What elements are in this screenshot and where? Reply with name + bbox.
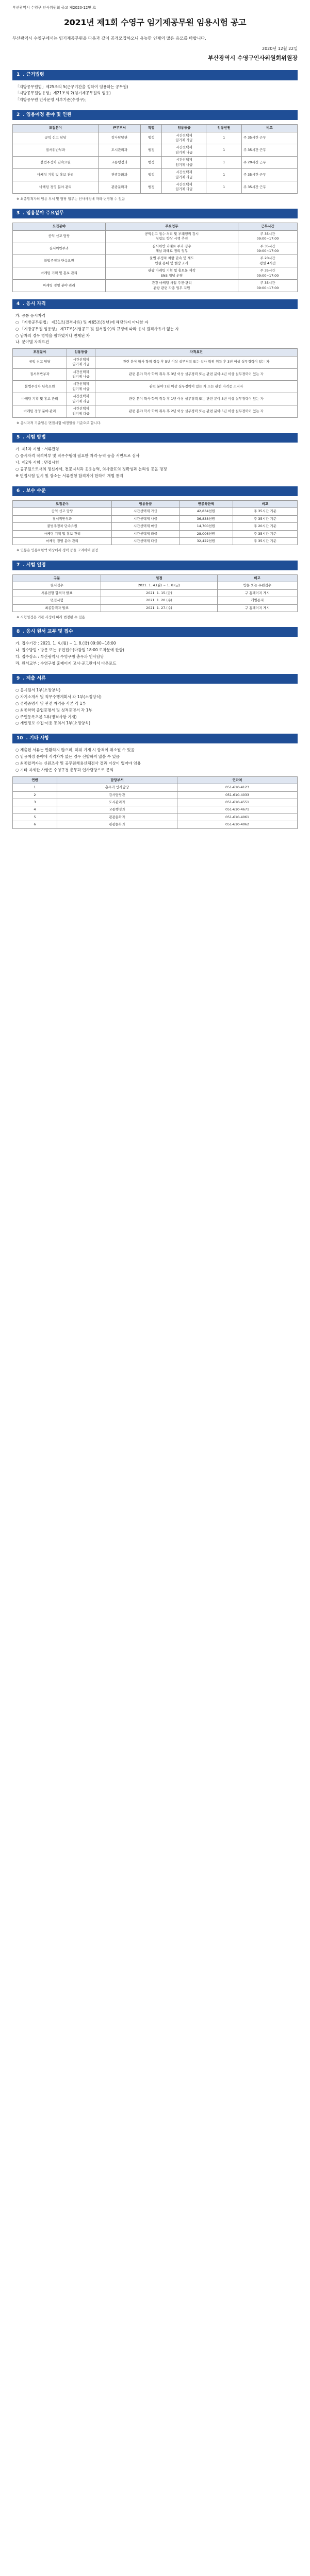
column-header: 연락처 [177,776,297,784]
list-item: 「지방공무원법」제25조의 5(근무기간을 정하여 임용하는 공무원) [15,84,128,89]
table-cell: 시간선택제 임기제 가급 [67,356,95,368]
table-cell: 공익 신고 담당 [13,230,106,243]
table-cell: 불법 주정차 차량 단속 및 계도 민원 응대 및 현장 조사 [105,255,238,267]
list-item: 나. 제2차 시험 : 면접시험 [15,460,59,465]
table-cell: 관광 마케팅 사업 추진·관리 관광 관련 각종 업무 지원 [105,280,238,292]
table-cell: 행정 [140,132,162,144]
table-row [13,393,298,405]
list-item: 「지방공무원 인사운영 세부기준(수영구)」 [15,97,89,103]
table-cell: 주 35시간 기준 [233,508,297,515]
table-cell: 관광문화과 [99,169,141,181]
column-header: 모집분야 [13,125,99,132]
table-cell: 시간선택제 마급 [112,523,180,530]
table-cell: 주 35시간 기준 [233,515,297,522]
list-item: ○ 개인정보 수집·이용 동의서 1부(소정양식) [15,721,91,726]
table-cell: 시간선택제 임기제 나급 [67,368,95,381]
table-cell: 교통행정과 [99,157,141,169]
table-cell: 공익 신고 담당 [13,356,67,368]
table-cell: 공익 신고 담당 [13,132,99,144]
table-cell: 행정 [140,181,162,193]
list-item: ○ 최종합격자는 신원조사 및 공무원채용신체검사 결과 이상이 없어야 임용 [15,761,141,766]
documents-list [15,688,298,726]
intro-text: 부산광역시 수영구에서는 임기제공무원을 다음과 같이 공개모집하오니 유능한 인재의 많은 응모를 바랍니다. [12,36,206,41]
list-item: 라. 원서교부 : 수영구청 홈페이지 고시·공고란에서 다운로드 [15,661,117,666]
table-row [13,791,298,799]
table-cell: 1 [206,132,241,144]
table-cell: 28,006천원 [179,530,233,537]
column-header: 모집분야 [13,500,112,507]
table-cell: 시간선택제 임기제 라급 [162,169,206,181]
table-cell: 관련 분야 학사 학위 취득 후 5년 이상 실무경력 또는 석사 학위 취득 후 3년 이상 실무경력이 있는 자 [95,356,297,368]
column-header: 비고 [241,125,297,132]
page-title: 2021년 제1회 수영구 임기제공무원 임용시험 공고 [63,18,247,28]
document-page [0,0,310,842]
table-row [13,589,298,597]
table-header-row [13,349,298,356]
qualifications-note: ※ 응시자격 기준일은 면접시험 예정일을 기준으로 합니다. [17,420,102,425]
section-6-heading: 6 . 보수 수준 [12,486,298,496]
table-header-row [13,223,298,230]
table-header-row [13,776,298,784]
table-cell: 면접시험 [13,597,101,604]
table-cell: 주 20시간 기준 [233,523,297,530]
table-row [13,368,298,381]
positions-note: ※ 최종합격자의 임용 부서 및 담당 업무는 인사사정에 따라 변경될 수 있음 [17,196,125,201]
table-row [13,356,298,368]
table-row [13,814,298,821]
duties-table [12,223,298,292]
section-4-heading: 4 . 응시 자격 [12,299,298,309]
table-cell: 주 35시간 09:00~17:00 [238,230,297,243]
column-header: 비고 [233,500,297,507]
column-header: 일정 [101,574,217,582]
table-cell: 1 [206,181,241,193]
table-header-row [13,500,298,507]
table-cell: 1 [206,157,241,169]
column-header: 비고 [217,574,297,582]
table-row [13,144,298,157]
list-item: ○ 임용예정 분야에 적격자가 없는 경우 선발하지 않을 수 있음 [15,754,120,759]
contact-table [12,776,298,829]
table-cell: 공익신고 접수·처리 및 부패행위 감시 청렴도 향상 시책 추진 [105,230,238,243]
column-header: 모집분야 [13,223,106,230]
column-header: 자격요건 [95,349,297,356]
list-item: ○ 기타 자세한 사항은 수영구청 총무과 인사담당으로 문의 [15,767,113,772]
list-item: ○ 최종학력 졸업증명서 및 성적증명서 각 1부 [15,707,92,713]
table-header-row [13,125,298,132]
table-row [13,230,298,243]
salary-table [12,500,298,546]
table-cell: 행정 [140,169,162,181]
table-cell: 최종합격자 발표 [13,604,101,612]
table-row [13,508,298,515]
table-cell: 관광문화과 [57,821,177,828]
table-cell: 2021. 1. 4.(월) ~ 1. 8.(금) [101,582,217,589]
eligibility-list [15,313,298,345]
section-1-heading: 1 . 근거법령 [12,70,298,80]
table-cell: 구 홈페이지 게시 [217,604,297,612]
table-cell: 관련 분야 학사 학위 취득 후 1년 이상 실무경력 또는 관련 분야 3년 이상 실무경력이 있는 자 [95,393,297,405]
table-cell: 주 35시간 기준 [233,530,297,537]
table-cell: 불법주정차 단속요원 [13,523,112,530]
table-cell: 주 35시간 09:00~17:00 [238,267,297,280]
column-header: 직렬 [140,125,162,132]
table-cell: 마케팅 경영 분야 관리 [13,181,99,193]
table-cell: 1 [13,784,57,791]
table-row [13,530,298,537]
column-header: 임용등급 [67,349,95,356]
table-header-row [13,574,298,582]
table-cell: 불법주정차 단속요원 [13,255,106,267]
table-cell: 질서위반 과태료 부과·징수 체납 과태료 정리 업무 [105,243,238,255]
column-header: 담당부서 [57,776,177,784]
table-row [13,799,298,806]
table-row [13,784,298,791]
table-cell: 감사담당관 [99,132,141,144]
section-9-heading: 9 . 제출 서류 [12,674,298,684]
column-header: 모집분야 [13,349,67,356]
table-row [13,157,298,169]
table-cell: 마케팅 기획 및 홍보 관리 [13,169,99,181]
table-cell: 6 [13,821,57,828]
other-notes-list [15,748,298,773]
column-header: 임용인원 [206,125,241,132]
table-cell: 질서위반부과 [13,368,67,381]
table-cell: 051-610-4061 [177,814,297,821]
list-item: ○ 경력증명서 및 관련 자격증 사본 각 1부 [15,701,86,706]
table-cell: 마케팅 기획 및 홍보 관리 [13,267,106,280]
list-item: 「지방공무원임용령」제21조의 2(임기제공무원의 임용) [15,91,111,96]
list-item: 가. 접수기간 : 2021. 1. 4.(월) ~ 1. 8.(금) 09:00~18:00 [15,641,116,646]
table-cell: 시간선택제 임기제 나급 [162,144,206,157]
table-cell: 051-610-4671 [177,806,297,814]
list-item: ○ 「지방공무원 임용령」 제17조(시험공고 및 원서접수)의 규정에 따라 응시 결격사유가 없는 자 [15,326,179,331]
qualifications-table [12,348,298,418]
column-header: 구분 [13,574,101,582]
table-cell: 총무과 인사담당 [57,784,177,791]
table-row [13,132,298,144]
list-item: ○ 응시자격 적격여부 및 직무수행에 필요한 자격·능력 등을 서면으로 심사 [15,453,140,459]
table-cell: 주 35시간 기준 [233,537,297,545]
section-5-heading: 5 . 시험 방법 [12,433,298,443]
table-cell: 관광문화과 [57,814,177,821]
table-cell: 시간선택제 가급 [112,508,180,515]
table-cell: 관련 분야 학사 학위 취득 후 2년 이상 실무경력 또는 관련 분야 5년 이상 실무경력이 있는 자 [95,405,297,418]
list-item: ○ 공무원으로서의 정신자세, 전문지식과 응용능력, 의사발표의 정확성과 논리성 등을 평정 [15,467,167,472]
list-item: ※ 면접시험 일시 및 장소는 서류전형 합격자에 한하여 개별 통지 [15,473,123,478]
column-header: 근무시간 [238,223,297,230]
table-row [13,280,298,292]
table-cell: 051-610-4033 [177,791,297,799]
table-cell: 마케팅 기획 및 홍보 관리 [13,393,67,405]
list-item: ○ 주민등록초본 1부(병적사항 기재) [15,714,77,719]
table-cell: 시간선택제 라급 [112,530,180,537]
table-cell: 1 [206,169,241,181]
section-8-heading: 8 . 응시 원서 교부 및 접수 [12,627,298,637]
table-cell: 42,834천원 [179,508,233,515]
table-cell: 방문 또는 우편접수 [217,582,297,589]
section-10-heading: 10 . 기타 사항 [12,734,298,743]
section-2-heading: 2 . 임용예정 분야 및 인원 [12,110,298,120]
list-item: 가. 공통 응시자격 [15,313,45,318]
table-row [13,181,298,193]
table-cell: 행정 [140,144,162,157]
table-row [13,604,298,612]
table-cell: 질서위반부과 [13,515,112,522]
table-cell: 2021. 1. 15.(금) [101,589,217,597]
table-cell: 051-610-4123 [177,784,297,791]
table-cell: 2021. 1. 27.(수) [101,604,217,612]
table-cell: 공익 신고 담당 [13,508,112,515]
table-cell: 시간선택제 임기제 가급 [162,132,206,144]
table-cell: 관광문화과 [99,181,141,193]
column-header: 연번 [13,776,57,784]
table-row [13,821,298,828]
list-item: ○ 「지방공무원법」 제31조(결격사유) 및 제65조(정년)에 해당하지 아니한 자 [15,319,149,325]
table-cell: 36,838천원 [179,515,233,522]
table-cell: 서류전형 합격자 발표 [13,589,101,597]
list-item: ○ 자기소개서 및 직무수행계획서 각 1부(소정양식) [15,694,102,699]
table-cell: 관련 분야 1년 이상 실무경력이 있는 자 또는 관련 자격증 소지자 [95,381,297,393]
section-3-heading: 3 . 임용분야 주요업무 [12,209,298,218]
column-header: 주요업무 [105,223,238,230]
table-row [13,405,298,418]
list-item: ○ 제출된 서류는 반환하지 않으며, 허위 기재 시 합격이 취소될 수 있음 [15,748,135,753]
table-row [13,537,298,545]
table-row [13,267,298,280]
table-cell: 시간선택제 임기제 다급 [67,405,95,418]
section-7-heading: 7 . 시험 일정 [12,561,298,570]
table-cell: 질서위반부과 [13,144,99,157]
table-cell: 관련 분야 학사 학위 취득 후 3년 이상 실무경력 또는 관련 분야 4년 이상 실무경력이 있는 자 [95,368,297,381]
table-cell: 개별통지 [217,597,297,604]
table-cell: 마케팅 경영 분야 관리 [13,537,112,545]
table-cell: 1 [206,144,241,157]
table-cell: 주 35시간 근무 [241,169,297,181]
issuing-org: 부산광역시 수영구인사위원회위원장 [208,54,298,61]
column-header: 임용등급 [112,500,180,507]
table-row [13,255,298,267]
notice-date: 2020년 12월 22일 [262,46,298,51]
application-list [15,641,298,667]
table-row [13,169,298,181]
table-cell: 주 20시간 근무 [241,157,297,169]
schedule-note: ※ 시험일정은 기관 사정에 따라 변경될 수 있음 [17,615,85,619]
table-cell: 행정 [140,157,162,169]
table-cell: 시간선택제 임기제 다급 [162,181,206,193]
table-cell: 마케팅 경영 분야 관리 [13,405,67,418]
table-cell: 5 [13,814,57,821]
column-header: 근무부서 [99,125,141,132]
table-cell: 시간선택제 나급 [112,515,180,522]
exam-method-list [15,447,298,479]
table-cell: 불법주정차 단속요원 [13,157,99,169]
salary-note: ※ 연봉은 연봉하한액 이상에서 경력 등을 고려하여 결정 [17,548,99,553]
table-row [13,582,298,589]
list-item: 가. 제1차 시험 : 서류전형 [15,447,59,452]
column-header: 연봉하한액 [179,500,233,507]
table-cell: 관광 마케팅 기획 및 홍보물 제작 SNS 채널 운영 [105,267,238,280]
column-header: 임용등급 [162,125,206,132]
list-item: ○ 응시원서 1부(소정양식) [15,688,61,692]
table-cell: 구 홈페이지 게시 [217,589,297,597]
table-cell: 주 20시간 평일 4시간 [238,255,297,267]
table-cell: 감사담당관 [57,791,177,799]
list-item: 다. 접수장소 : 부산광역시 수영구청 총무과 인사담당 [15,654,104,659]
table-cell: 원서접수 [13,582,101,589]
schedule-table [12,574,298,612]
table-row [13,381,298,393]
table-cell: 시간선택제 다급 [112,537,180,545]
legal-basis-list [15,84,298,104]
table-cell: 마케팅 경영 분야 관리 [13,280,106,292]
table-cell: 시간선택제 임기제 마급 [162,157,206,169]
table-cell: 마케팅 기획 및 홍보 관리 [13,530,112,537]
table-cell: 주 35시간 근무 [241,181,297,193]
table-cell: 32,422천원 [179,537,233,545]
positions-table [12,124,298,194]
table-row [13,523,298,530]
list-item: ○ 남자의 경우 병역을 필하였거나 면제된 자 [15,333,90,338]
notice-number: 부산광역시 수영구 인사위원회 공고 제2020-12면 호 [12,6,96,10]
table-cell: 2 [13,791,57,799]
table-cell: 주 35시간 09:00~17:00 [238,280,297,292]
table-cell: 시간선택제 임기제 라급 [67,393,95,405]
table-cell: 14,700천원 [179,523,233,530]
table-cell: 도시관리과 [57,799,177,806]
table-cell: 질서위반부과 [13,243,106,255]
table-cell: 주 35시간 09:00~17:00 [238,243,297,255]
table-cell: 2021. 1. 20.(수) [101,597,217,604]
table-cell: 불법주정차 단속요원 [13,381,67,393]
table-row [13,243,298,255]
table-row [13,515,298,522]
table-row [13,806,298,814]
list-item: 나. 분야별 자격요건 [15,340,50,345]
table-cell: 051-610-4551 [177,799,297,806]
table-cell: 교통행정과 [57,806,177,814]
table-cell: 주 35시간 근무 [241,144,297,157]
table-cell: 3 [13,799,57,806]
table-cell: 도시관리과 [99,144,141,157]
table-cell: 4 [13,806,57,814]
table-cell: 시간선택제 임기제 마급 [67,381,95,393]
list-item: 나. 접수방법 : 방문 또는 우편접수(마감일 18:00 도착분에 한함) [15,648,124,653]
table-cell: 주 35시간 근무 [241,132,297,144]
table-row [13,597,298,604]
table-cell: 051-610-4062 [177,821,297,828]
